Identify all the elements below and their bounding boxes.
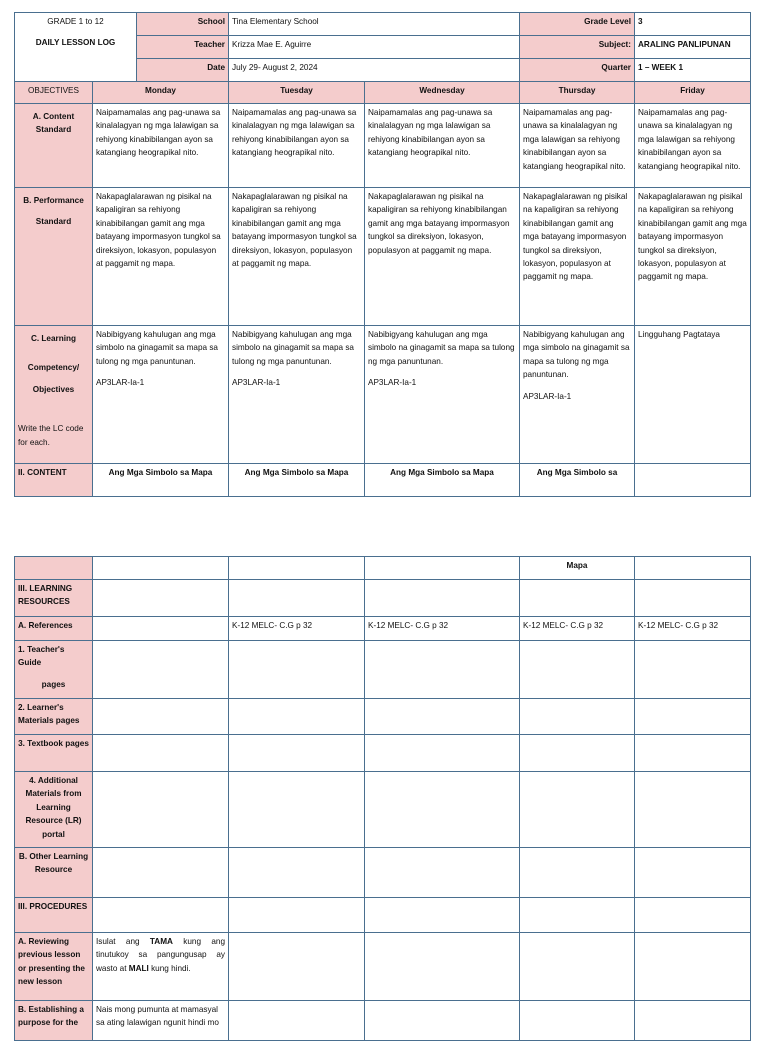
objectives-header: OBJECTIVES: [15, 82, 93, 104]
teacher-value: Krizza Mae E. Aguirre: [229, 36, 520, 59]
content-wednesday: Ang Mga Simbolo sa Mapa: [365, 464, 520, 497]
lm-monday: [93, 699, 229, 735]
teachers-guide-label-1: 1. Teacher's Guide: [18, 645, 65, 668]
date-value: July 29- August 2, 2024: [229, 59, 520, 82]
establishing-friday: [635, 1001, 751, 1041]
establishing-wednesday: [365, 1001, 520, 1041]
references-thursday: K-12 MELC- C.G p 32: [520, 617, 635, 641]
grade-range: GRADE 1 to 12: [47, 17, 104, 26]
references-monday: [93, 617, 229, 641]
establishing-monday: Nais mong pumunta at mamasyal sa ating lalawigan ngunit hindi mo: [93, 1001, 229, 1041]
additional-materials-label: 4. Additional Materials from Learning Resource (LR) portal: [15, 772, 93, 848]
learning-competency-label-2: Competency/: [27, 363, 80, 373]
school-label: School: [137, 13, 229, 36]
lm-friday: [635, 699, 751, 735]
wednesday-header: Wednesday: [365, 82, 520, 104]
continuation-label: [15, 557, 93, 580]
performance-standard-label-2: Standard: [35, 217, 72, 227]
lesson-log-table-page1: [14, 12, 751, 497]
tb-monday: [93, 735, 229, 772]
proc-monday: [93, 898, 229, 933]
reviewing-monday: [93, 933, 229, 1001]
subject-value: ARALING PANLIPUNAN: [635, 36, 751, 59]
content-thursday: Ang Mga Simbolo sa: [520, 464, 635, 497]
competency-text: Nabibigyang kahulugan ang mga simbolo na ginagamit sa mapa sa tulong ng mga panuntunan.: [96, 330, 218, 366]
continuation-wednesday: [365, 557, 520, 580]
performance-standard-monday: Nakapaglalarawan ng pisikal na kapaligiran sa rehiyong kinabibilangan gamit ang mga batayang impormasyon tungkol sa direksiyon, lokasyon, populasyon at paggamit ng mapa.: [93, 188, 229, 326]
friday-header: Friday: [635, 82, 751, 104]
tb-wednesday: [365, 735, 520, 772]
or-wednesday: [365, 848, 520, 898]
quarter-label: Quarter: [520, 59, 635, 82]
am-tuesday: [229, 772, 365, 848]
learning-competency-label-1: C. Learning: [30, 334, 77, 343]
competency-code: AP3LAR-Ia-1: [96, 378, 145, 388]
competency-code: AP3LAR-Ia-1: [368, 378, 417, 388]
review-mali: MALI: [128, 963, 149, 973]
textbook-pages-label: 3. Textbook pages: [15, 735, 93, 772]
header-title-cell: [15, 13, 137, 59]
proc-thursday: [520, 898, 635, 933]
tg-wednesday: [365, 641, 520, 699]
competency-text: Nabibigyang kahulugan ang mga simbolo na ginagamit sa mapa sa tulong ng mga panuntunan.: [523, 330, 630, 380]
competency-code: AP3LAR-Ia-1: [523, 391, 572, 401]
competency-tuesday: [229, 326, 365, 464]
content-standard-label: A. Content Standard: [15, 104, 93, 188]
log-title: DAILY LESSON LOG: [35, 38, 116, 48]
continuation-friday: [635, 557, 751, 580]
competency-monday: [93, 326, 229, 464]
reviewing-wednesday: [365, 933, 520, 1001]
lr-friday: [635, 580, 751, 617]
teachers-guide-label: [15, 641, 93, 699]
competency-friday: Lingguhang Pagtataya: [635, 326, 751, 464]
reviewing-friday: [635, 933, 751, 1001]
proc-wednesday: [365, 898, 520, 933]
or-thursday: [520, 848, 635, 898]
content-label: II. CONTENT: [15, 464, 93, 497]
lm-wednesday: [365, 699, 520, 735]
quarter-value: 1 – WEEK 1: [635, 59, 751, 82]
tg-tuesday: [229, 641, 365, 699]
learning-competency-label-3: Objectives: [32, 384, 75, 394]
lm-thursday: [520, 699, 635, 735]
references-tuesday: K-12 MELC- C.G p 32: [229, 617, 365, 641]
content-standard-monday: Naipamamalas ang pag-unawa sa kinalalagyan ng mga lalawigan sa rehiyong kinabibilangan ayon sa katangiang heograpikal nito.: [93, 104, 229, 188]
competency-wednesday: [365, 326, 520, 464]
establishing-tuesday: [229, 1001, 365, 1041]
other-resources-label: B. Other Learning Resource: [15, 848, 93, 898]
or-tuesday: [229, 848, 365, 898]
continuation-thursday: Mapa: [520, 557, 635, 580]
content-standard-wednesday: Naipamamalas ang pag-unawa sa kinalalagyan ng mga lalawigan sa rehiyong kinabibilangan ayon sa katangiang heograpikal nito.: [365, 104, 520, 188]
performance-standard-label-1: B. Performance: [23, 196, 84, 205]
review-tama: TAMA: [149, 937, 173, 946]
reviewing-lesson-label: A. Reviewing previous lesson or presenting the new lesson: [15, 933, 93, 1001]
competency-thursday: [520, 326, 635, 464]
learning-competency-label: [15, 326, 93, 464]
learners-materials-label: 2. Learner's Materials pages: [15, 699, 93, 735]
procedures-label: III. PROCEDURES: [15, 898, 93, 933]
content-standard-tuesday: Naipamamalas ang pag-unawa sa kinalalagyan ng mga lalawigan sa rehiyong kinabibilangan ayon sa katangiang heograpikal nito.: [229, 104, 365, 188]
competency-code: AP3LAR-Ia-1: [232, 378, 281, 388]
lr-monday: [93, 580, 229, 617]
performance-standard-label: [15, 188, 93, 326]
tb-tuesday: [229, 735, 365, 772]
content-friday: [635, 464, 751, 497]
performance-standard-wednesday: Nakapaglalarawan ng pisikal na kapaligiran sa rehiyong kinabibilangan gamit ang mga batayang impormasyon tungkol sa direksiyon, lokasyon, populasyon at paggamit ng mapa.: [365, 188, 520, 326]
am-friday: [635, 772, 751, 848]
proc-tuesday: [229, 898, 365, 933]
tg-thursday: [520, 641, 635, 699]
am-wednesday: [365, 772, 520, 848]
am-thursday: [520, 772, 635, 848]
monday-header: Monday: [93, 82, 229, 104]
performance-standard-friday: Nakapaglalarawan ng pisikal na kapaligiran sa rehiyong kinabibilangan gamit ang mga batayang impormasyon tungkol sa direksiyon, lokasyon, populasyon at paggamit ng mapa.: [635, 188, 751, 326]
performance-standard-thursday: Nakapaglalarawan ng pisikal na kapaligiran sa rehiyong kinabibilangan gamit ang mga batayang impormasyon tungkol sa direksiyon, lokasyon, populasyon at paggamit ng mapa.: [520, 188, 635, 326]
school-value: Tina Elementary School: [229, 13, 520, 36]
establishing-thursday: [520, 1001, 635, 1041]
content-standard-thursday: Naipamamalas ang pag-unawa sa kinalalagyan ng mga lalawigan sa rehiyong kinabibilangan ayon sa katangiang heograpikal nito.: [520, 104, 635, 188]
thursday-header: Thursday: [520, 82, 635, 104]
learning-competency-note: Write the LC code for each.: [18, 424, 84, 447]
tg-monday: [93, 641, 229, 699]
establishing-purpose-label: B. Establishing a purpose for the: [15, 1001, 93, 1041]
references-label: A. References: [15, 617, 93, 641]
proc-friday: [635, 898, 751, 933]
content-tuesday: Ang Mga Simbolo sa Mapa: [229, 464, 365, 497]
review-text-1: Isulat ang: [96, 937, 140, 946]
or-friday: [635, 848, 751, 898]
competency-text: Nabibigyang kahulugan ang mga simbolo na ginagamit sa mapa sa tulong ng mga panuntunan.: [368, 330, 515, 366]
teachers-guide-label-2: pages: [41, 679, 66, 689]
learning-resources-label: III. LEARNING RESOURCES: [15, 580, 93, 617]
reviewing-tuesday: [229, 933, 365, 1001]
competency-text: Nabibigyang kahulugan ang mga simbolo na ginagamit sa mapa sa tulong ng mga panuntunan.: [232, 330, 354, 366]
review-text-3: kung hindi.: [151, 963, 191, 973]
lm-tuesday: [229, 699, 365, 735]
references-friday: K-12 MELC- C.G p 32: [635, 617, 751, 641]
reviewing-thursday: [520, 933, 635, 1001]
review-text-2: kung ang tinutukoy sa pangungusap ay wasto at: [96, 937, 225, 973]
lr-wednesday: [365, 580, 520, 617]
am-monday: [93, 772, 229, 848]
continuation-tuesday: [229, 557, 365, 580]
references-wednesday: K-12 MELC- C.G p 32: [365, 617, 520, 641]
tuesday-header: Tuesday: [229, 82, 365, 104]
teacher-label: Teacher: [137, 36, 229, 59]
tg-friday: [635, 641, 751, 699]
or-monday: [93, 848, 229, 898]
lr-tuesday: [229, 580, 365, 617]
content-monday: Ang Mga Simbolo sa Mapa: [93, 464, 229, 497]
subject-label: Subject:: [520, 36, 635, 59]
grade-level-label: Grade Level: [520, 13, 635, 36]
continuation-monday: [93, 557, 229, 580]
tb-thursday: [520, 735, 635, 772]
lr-thursday: [520, 580, 635, 617]
grade-level-value: 3: [635, 13, 751, 36]
lesson-log-table-page2: [14, 556, 751, 1041]
header-blank: [15, 59, 137, 82]
tb-friday: [635, 735, 751, 772]
date-label: Date: [137, 59, 229, 82]
performance-standard-tuesday: Nakapaglalarawan ng pisikal na kapaligiran sa rehiyong kinabibilangan gamit ang mga batayang impormasyon tungkol sa direksiyon, lokasyon, populasyon at paggamit ng mapa.: [229, 188, 365, 326]
content-standard-friday: Naipamamalas ang pag-unawa sa kinalalagyan ng mga lalawigan sa rehiyong kinabibilangan ayon sa katangiang heograpikal nito.: [635, 104, 751, 188]
